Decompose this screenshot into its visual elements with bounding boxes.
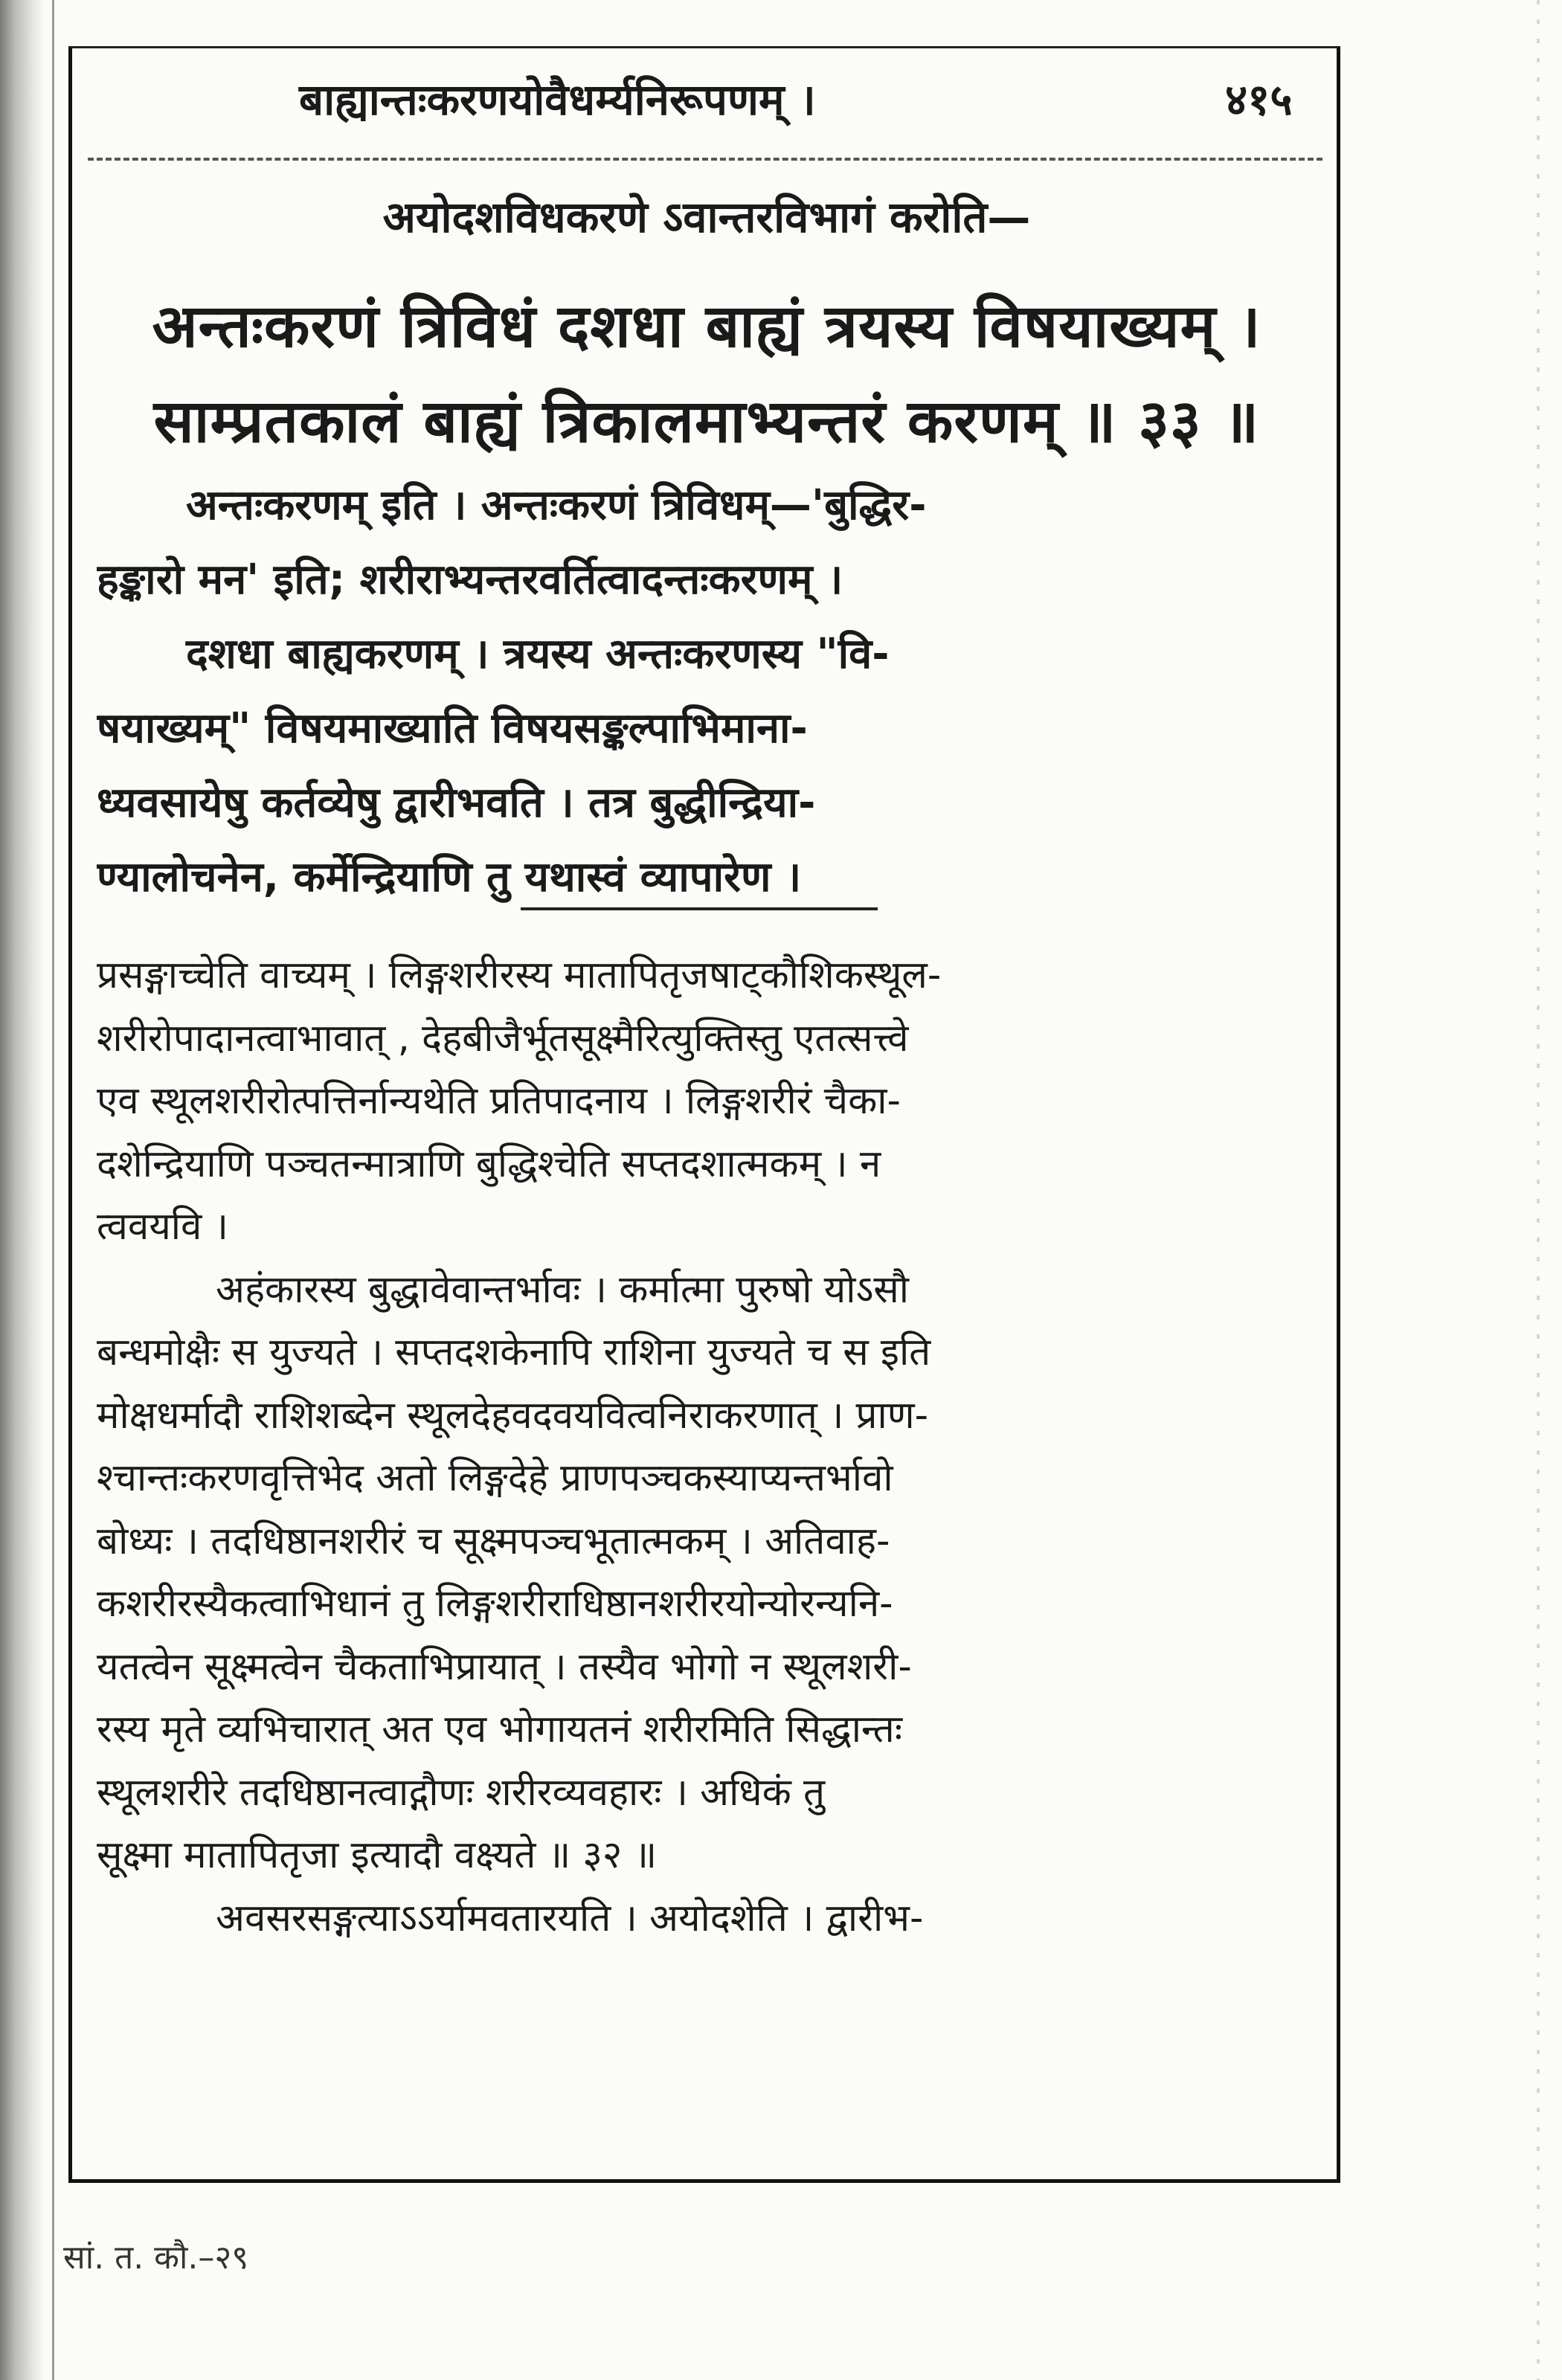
footnote-line: मोक्षधर्मादौ राशिशब्देन स्थूलदेहवदवयवित्वनिराकरणात् । प्राण- [97, 1393, 929, 1438]
footnote-line: कशरीरस्यैकत्वाभिधानं तु लिङ्गशरीराधिष्ठानशरीरयोन्योरन्यनि- [97, 1582, 893, 1626]
running-head: बाह्यान्तःकरणयोवैधर्म्यनिरूपणम् । [299, 74, 816, 125]
footnote-line: स्थूलशरीरे तदधिष्ठानत्वाद्गौणः शरीरव्यवहारः । अधिकं तु [97, 1770, 826, 1815]
footnote-line: सूक्ष्मा मातापितृजा इत्यादौ वक्ष्यते ॥ ३२ ॥ [97, 1833, 658, 1877]
footnote-line: रस्य मृते व्यभिचारात् अत एव भोगायतनं शरीरमिति सिद्धान्तः [97, 1708, 902, 1752]
commentary-line: हङ्कारो मन' इति; शरीराभ्यन्तरवर्तित्वादन्तःकरणम् । [97, 556, 843, 604]
footnote-line: श्चान्तःकरणवृत्तिभेद अतो लिङ्गदेहे प्राणपञ्चकस्याप्यन्तर्भावो [97, 1456, 893, 1500]
commentary-line: ण्यालोचनेन, कर्मेन्द्रियाणि तु यथास्वं व्यापारेण । [97, 853, 802, 901]
commentary-line: ध्यवसायेषु कर्तव्येषु द्वारीभवति । तत्र बुद्धीन्द्रिया- [97, 779, 816, 827]
scan-binding-line [52, 0, 54, 2380]
footnote-line: यतत्वेन सूक्ष्मत्वेन चैकताभिप्रायात् । तस्यैव भोगो न स्थूलशरी- [97, 1644, 912, 1689]
footnote-line: बन्धमोक्षैः स युज्यते । सप्तदशकेनापि राशिना युज्यते च स इति [97, 1331, 931, 1374]
footnote-line: बोध्यः । तदधिष्ठानशरीरं च सूक्ष्मपञ्चभूतात्मकम् । अतिवाह- [97, 1519, 890, 1563]
footnote-line: अहंकारस्य बुद्धावेवान्तर्भावः । कर्मात्मा पुरुषो योऽसौ [216, 1267, 909, 1312]
page-header [68, 52, 1340, 134]
commentary [97, 469, 1317, 915]
intro-line: अयोदशविधकरणे ऽवान्तरविभागं करोति— [382, 192, 1031, 242]
footnote-line: एव स्थूलशरीरोत्पत्तिर्नान्यथेति प्रतिपादनाय । लिङ्गशरीरं चैका- [97, 1079, 901, 1123]
page-frame-bottom-rule [68, 2179, 1340, 2183]
page-number: ४१५ [1225, 74, 1293, 125]
printer-signature-mark: सां. त. कौ.–२९ [63, 2239, 249, 2277]
scan-left-edge [0, 0, 45, 2380]
karika-verse [97, 279, 1317, 469]
footnote-line: अवसरसङ्गत्याऽऽर्यामवतारयति । अयोदशेति । द्वारीभ- [216, 1896, 924, 1940]
karika-line: अन्तःकरणं त्रिविधं दशधा बाह्यं त्रयस्य विषयाख्यम् । [152, 292, 1262, 361]
scan-right-edge [1537, 0, 1540, 2380]
footnote-line: दशेन्द्रियाणि पञ्चतन्मात्राणि बुद्धिश्चेति सप्तदशात्मकम् । न [97, 1142, 881, 1186]
karika-line: साम्प्रतकालं बाह्यं त्रिकालमाभ्यन्तरं करणम् ॥ ३३ ॥ [153, 387, 1260, 456]
footnote-line: शरीरोपादानत्वाभावात् , देहबीजैर्भूतसूक्ष्मैरित्युक्तिस्तु एतत्सत्त्वे [97, 1016, 909, 1061]
header-rule [88, 158, 1322, 161]
commentary-line: अन्तःकरणम् इति । अन्तःकरणं त्रिविधम्—'बुद्धिर- [186, 481, 927, 530]
commentary-line: दशधा बाह्यकरणम् । त्रयस्य अन्तःकरणस्य "वि- [186, 630, 890, 678]
footnote-divider [521, 907, 878, 910]
commentary-line: षयाख्यम्" विषयमाख्याति विषयसङ्कल्पाभिमाना- [97, 704, 808, 753]
intro-line-block [97, 186, 1317, 245]
footnotes [97, 945, 1317, 1950]
footnote-line: प्रसङ्गाच्चेति वाच्यम् । लिङ्गशरीरस्य मातापितृजषाट्कौशिकस्थूल- [97, 953, 942, 997]
footnote-line: त्ववयवि । [97, 1205, 228, 1249]
